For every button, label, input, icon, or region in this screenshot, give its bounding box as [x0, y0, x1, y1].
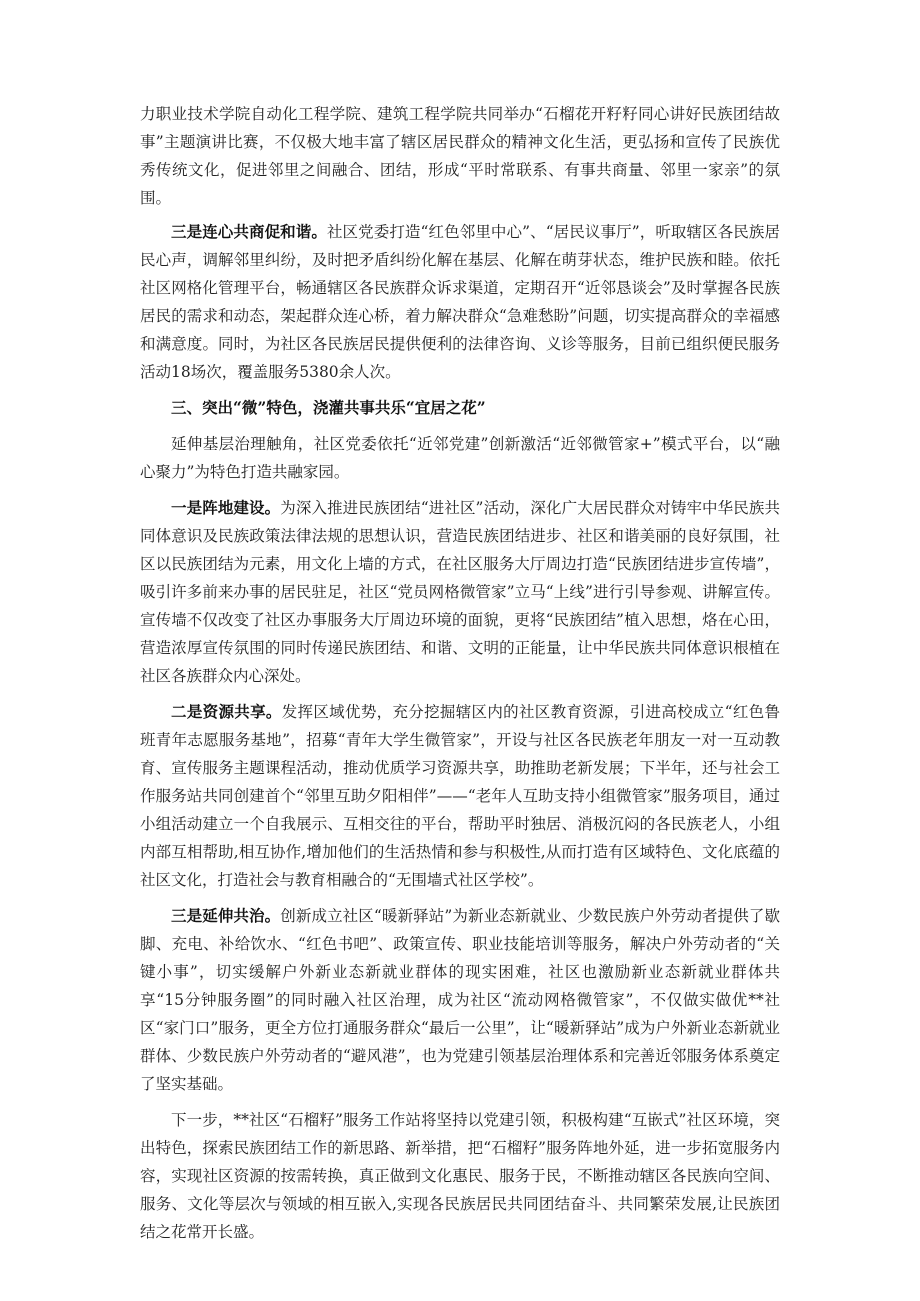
paragraph-lead-position: 一是阵地建设。	[171, 498, 281, 517]
paragraph-next-step: 下一步，**社区“石榴籽”服务工作站将坚持以党建引领，积极构建“互嵌式”社区环境，突出特色，探索民族团结工作的新思路、新举措，把“石榴籽”服务阵地外延，进一步拓宽服务内容，实现社区资源的按需转换，真正做到文化惠民、服务于民，不断推动辖区各民族向空间、服务、文化等层次与领域的相互嵌入,实现各民族居民共同团结奋斗、共同繁荣发展,让民族团结之花常开长盛。	[140, 1111, 780, 1241]
document-page	[140, 100, 780, 1254]
paragraph-cogovernance	[140, 902, 780, 1098]
paragraph-intro: 延伸基层治理触角，社区党委依托“近邻党建”创新激活“近邻微管家+”模式平台，以“融心聚力”为特色打造共融家园。	[140, 435, 780, 481]
paragraph-body-cogovernance: 创新成立社区“暖新驿站”为新业态新就业、少数民族户外劳动者提供了歇脚、充电、补给饮水、“红色书吧”、政策宣传、职业技能培训等服务，解决户外劳动者的“关键小事”，切实缓解户外新业态新就业群体的现实困难，社区也激励新业态新就业群体共享“15分钟服务圈”的同时融入社区治理，成为社区“流动网格微管家”，不仅做实做优**社区“家门口”服务，更全方位打通服务群众“最后一公里”，让“暖新驿站”成为户外新业态新就业群体、少数民族户外劳动者的“避风港”，也为党建引领基层治理体系和完善近邻服务体系奠定了坚实基础。	[140, 907, 780, 1093]
paragraph-lead-cogovernance: 三是延伸共治。	[171, 906, 281, 925]
paragraph-body-position: 为深入推进民族团结“进社区”活动，深化广大居民群众对铸牢中华民族共同体意识及民族政策法律法规的思想认识，营造民族团结进步、社区和谐美丽的良好氛围，社区以民族团结为元素，用文化上墙的方式，在社区服务大厅周边打造“民族团结进步宣传墙”，吸引许多前来办事的居民驻足，社区“党员网格微管家”立马“上线”进行引导参观、讲解宣传。宣传墙不仅改变了社区办事服务大厅周边环境的面貌，更将“民族团结”植入思想，烙在心田，营造浓厚宣传氛围的同时传递民族团结、和谐、文明的正能量，让中华民族共同体意识根植在社区各族群众内心深处。	[140, 499, 780, 685]
section-heading-3: 三、突出“微”特色，浇灌共事共乐“宜居之花”	[171, 398, 486, 417]
paragraph-position	[140, 494, 780, 690]
paragraph-lead-resources: 二是资源共享。	[171, 702, 282, 721]
paragraph-continuation: 力职业技术学院自动化工程学院、建筑工程学院共同举办“石榴花开籽籽同心讲好民族团结故事”主题演讲比赛，不仅极大地丰富了辖区居民群众的精神文化生活，更弘扬和宣传了民族优秀传统文化，促进邻里之间融合、团结，形成“平时常联系、有事共商量、邻里一家亲”的氛围。	[140, 105, 780, 207]
paragraph-harmony	[140, 218, 780, 386]
paragraph-resources	[140, 698, 780, 894]
paragraph-body-resources: 发挥区域优势，充分挖掘辖区内的社区教育资源，引进高校成立“红色鲁班青年志愿服务基地”，招募“青年大学生微管家”，开设与社区各民族老年朋友一对一互动教育、宣传服务主题课程活动，推动优质学习资源共享，助推助老新发展；下半年，还与社会工作服务站共同创建首个“邻里互助夕阳相伴”——“老年人互助支持小组微管家”服务项目，通过小组活动建立一个自我展示、互相交往的平台，帮助平时独居、消极沉闷的各民族老人，小组内部互相帮助,相互协作,增加他们的生活热情和参与积极性,从而打造有区域特色、文化底蕴的社区文化，打造社会与教育相融合的“无围墙式社区学校”。	[140, 703, 780, 889]
paragraph-lead-harmony: 三是连心共商促和谐。	[171, 222, 327, 241]
paragraph-body-harmony: 社区党委打造“红色邻里中心”、“居民议事厅”，听取辖区各民族居民心声，调解邻里纠纷，及时把矛盾纠纷化解在基层、化解在萌芽状态，维护民族和睦。依托社区网格化管理平台，畅通辖区各民族群众诉求渠道，定期召开“近邻恳谈会”及时掌握各民族居民的需求和动态，架起群众连心桥，着力解决群众“急难愁盼”问题，切实提高群众的幸福感和满意度。同时，为社区各民族居民提供便利的法律咨询、义诊等服务，目前已组织便民服务活动18场次，覆盖服务5380余人次。	[140, 223, 780, 381]
